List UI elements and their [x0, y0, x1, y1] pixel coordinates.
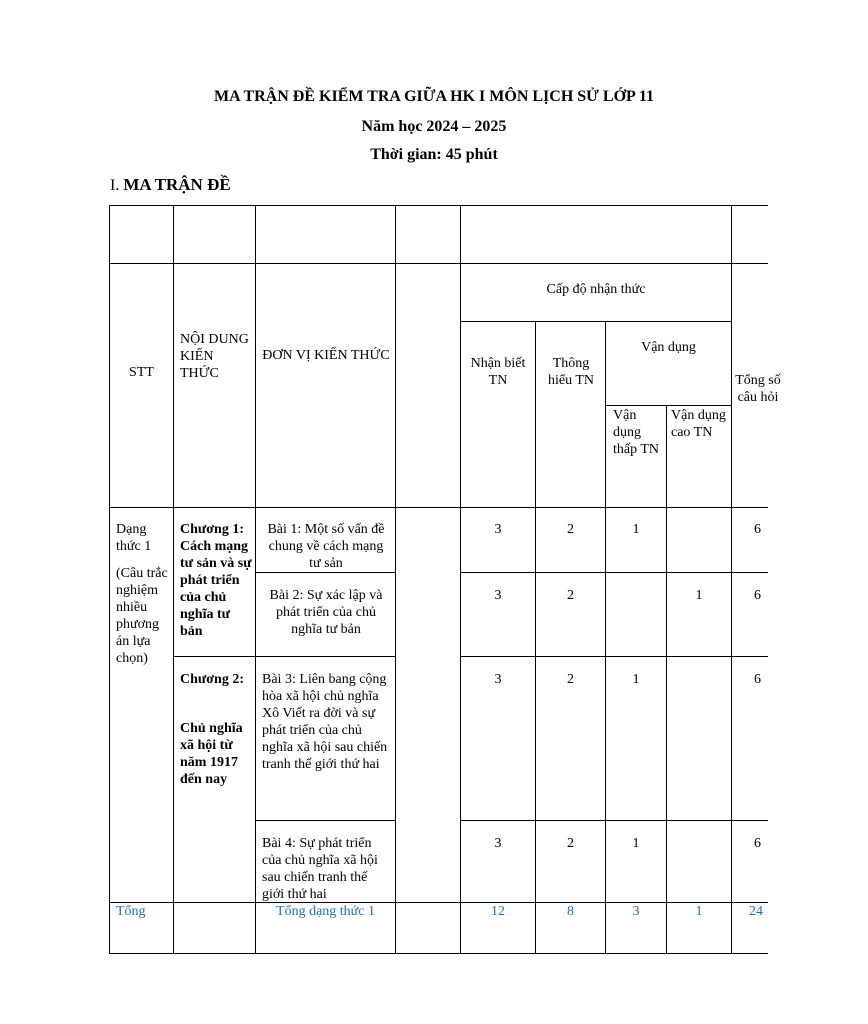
school-year: Năm học 2024 – 2025	[361, 118, 507, 135]
exam-time: Thời gian: 45 phút	[370, 146, 498, 163]
row-1-recognize: 3	[494, 522, 502, 537]
row-divider	[460, 321, 731, 322]
chapter-2-label: Chương 2:	[180, 672, 244, 687]
unit-lesson-4: Bài 4: Sự phát triển của chủ nghĩa xã hội sau chiến tranh thế giới thứ hai	[262, 836, 378, 902]
row-divider	[255, 820, 395, 821]
row-3-apply-low: 1	[632, 672, 640, 687]
header-apply-low: Vận dụng thấp TN	[613, 408, 660, 457]
row-1-total: 6	[754, 522, 761, 537]
table-border-bottom	[109, 953, 768, 954]
column-divider	[173, 205, 174, 954]
unit-lesson-1: Bài 1: Một số vấn đề chung về cách mạng tư sản	[267, 522, 385, 571]
row-2-apply-high: 1	[695, 588, 703, 603]
header-apply-high: Vận dụng cao TN	[671, 408, 726, 440]
section-heading	[110, 175, 231, 195]
totals-understand: 8	[567, 904, 574, 919]
document-title: MA TRẬN ĐỀ KIỂM TRA GIỮA HK I MÔN LỊCH SỬ LỚP 11	[213, 88, 655, 105]
column-divider	[395, 205, 396, 954]
header-recognize: Nhận biết TN	[470, 356, 526, 388]
table-border-top	[109, 205, 768, 206]
row-3-total: 6	[754, 672, 761, 687]
column-divider	[255, 205, 256, 954]
totals-recognize: 12	[491, 904, 505, 919]
row-4-recognize: 3	[494, 836, 502, 851]
chapter-2-title: Chủ nghĩa xã hội từ năm 1917 đến nay	[180, 721, 243, 787]
row-4-understand: 2	[567, 836, 574, 851]
unit-lesson-2: Bài 2: Sự xác lập và phát triển của chủ nghĩa tư bản	[269, 588, 383, 637]
totals-label: Tổng	[116, 904, 146, 919]
row-3-understand: 2	[567, 672, 574, 687]
header-bottom-border	[109, 507, 768, 508]
row-2-understand: 2	[567, 588, 574, 603]
chapter-1-title: Chương 1: Cách mạng tư sản và sự phát triển của chủ nghĩa tư bản	[180, 522, 252, 639]
row-divider	[460, 656, 768, 657]
header-stt: STT	[129, 365, 154, 380]
form-name: Dạng thức 1	[116, 522, 152, 554]
row-1-apply-low: 1	[632, 522, 640, 537]
row-3-recognize: 3	[494, 672, 502, 687]
row-2-recognize: 3	[494, 588, 502, 603]
row-divider	[255, 572, 395, 573]
row-divider	[173, 656, 395, 657]
totals-unit-label: Tổng dạng thức 1	[276, 904, 375, 919]
column-divider	[535, 321, 536, 954]
row-divider	[109, 263, 768, 264]
column-divider	[605, 321, 606, 954]
header-apply: Vận dụng	[641, 340, 696, 355]
section-number: I.	[110, 177, 120, 194]
header-cognitive-level: Cấp độ nhận thức	[546, 282, 646, 297]
unit-lesson-3: Bài 3: Liên bang cộng hòa xã hội chủ nghĩa Xô Viết ra đời và sự phát triển của chủ nghĩa xã hội sau chiến tranh thế giới thứ hai	[262, 672, 388, 772]
totals-apply-high: 1	[695, 904, 703, 919]
row-4-total: 6	[754, 836, 761, 851]
row-divider	[460, 572, 768, 573]
column-divider	[666, 405, 667, 954]
table-border-left	[109, 205, 110, 954]
column-divider	[731, 205, 732, 954]
row-1-understand: 2	[567, 522, 574, 537]
row-2-total: 6	[754, 588, 761, 603]
row-divider	[605, 405, 731, 406]
row-4-apply-low: 1	[632, 836, 640, 851]
header-unit: ĐƠN VỊ KIẾN THỨC	[262, 348, 390, 363]
header-total-questions: Tổng số câu hỏi	[735, 373, 781, 405]
section-title: MA TRẬN ĐỀ	[123, 175, 231, 194]
form-description: (Câu trắc nghiệm nhiều phương án lựa chọn)	[116, 566, 168, 666]
header-content: NỘI DUNG KIẾN THỨC	[180, 332, 249, 381]
totals-total: 24	[749, 904, 763, 919]
row-divider	[460, 820, 768, 821]
header-understand: Thông hiểu TN	[547, 356, 594, 388]
totals-apply-low: 3	[632, 904, 640, 919]
